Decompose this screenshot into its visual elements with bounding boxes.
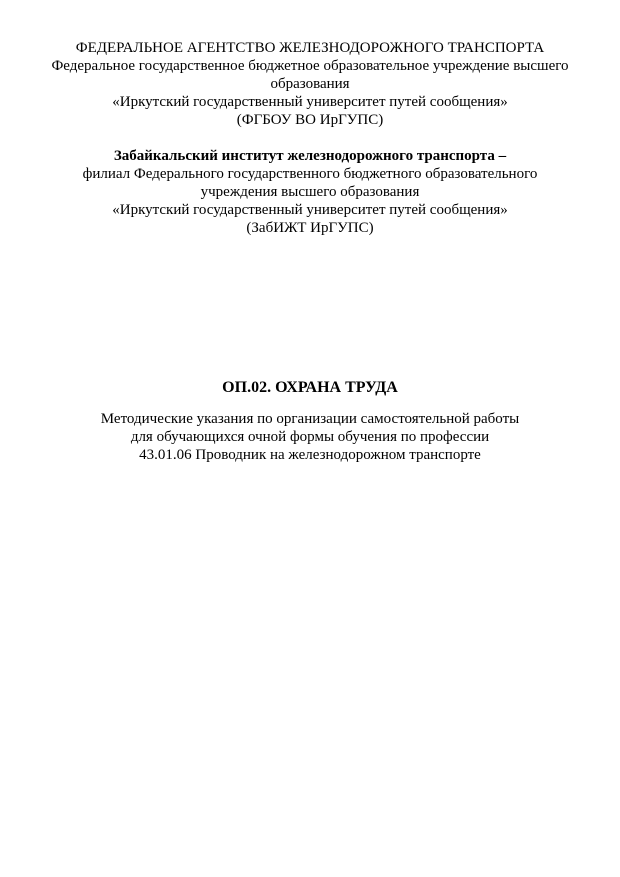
document-subtitle-block: [0, 410, 620, 464]
document-main-block: [0, 378, 620, 464]
university-name: «Иркутский государственный университет путей сообщения»: [112, 94, 508, 110]
org-description-line-2: образования: [270, 76, 350, 92]
university-abbreviation: (ФГБОУ ВО ИрГУПС): [236, 112, 384, 128]
subtitle-line-1: Методические указания по организации самостоятельной работы: [100, 411, 520, 427]
institute-description-line-1: филиал Федерального государственного бюджетного образовательного: [82, 166, 538, 182]
agency-name: ФЕДЕРАЛЬНОЕ АГЕНТСТВО ЖЕЛЕЗНОДОРОЖНОГО ТРАНСПОРТА: [75, 40, 545, 56]
subtitle-line-3: 43.01.06 Проводник на железнодорожном транспорте: [139, 447, 481, 463]
document-title: ОП.02. ОХРАНА ТРУДА: [222, 379, 398, 396]
institute-abbreviation: (ЗабИЖТ ИрГУПС): [246, 220, 374, 236]
org-description-line-1: Федеральное государственное бюджетное образовательное учреждение высшего: [51, 58, 569, 74]
institute-header-block: [0, 147, 620, 237]
agency-header-block: [0, 39, 620, 129]
institute-description-line-2: учреждения высшего образования: [200, 184, 420, 200]
subtitle-line-2: для обучающихся очной формы обучения по профессии: [130, 429, 490, 445]
institute-name: Забайкальский институт железнодорожного транспорта –: [113, 148, 507, 164]
institute-university-name: «Иркутский государственный университет путей сообщения»: [112, 202, 508, 218]
